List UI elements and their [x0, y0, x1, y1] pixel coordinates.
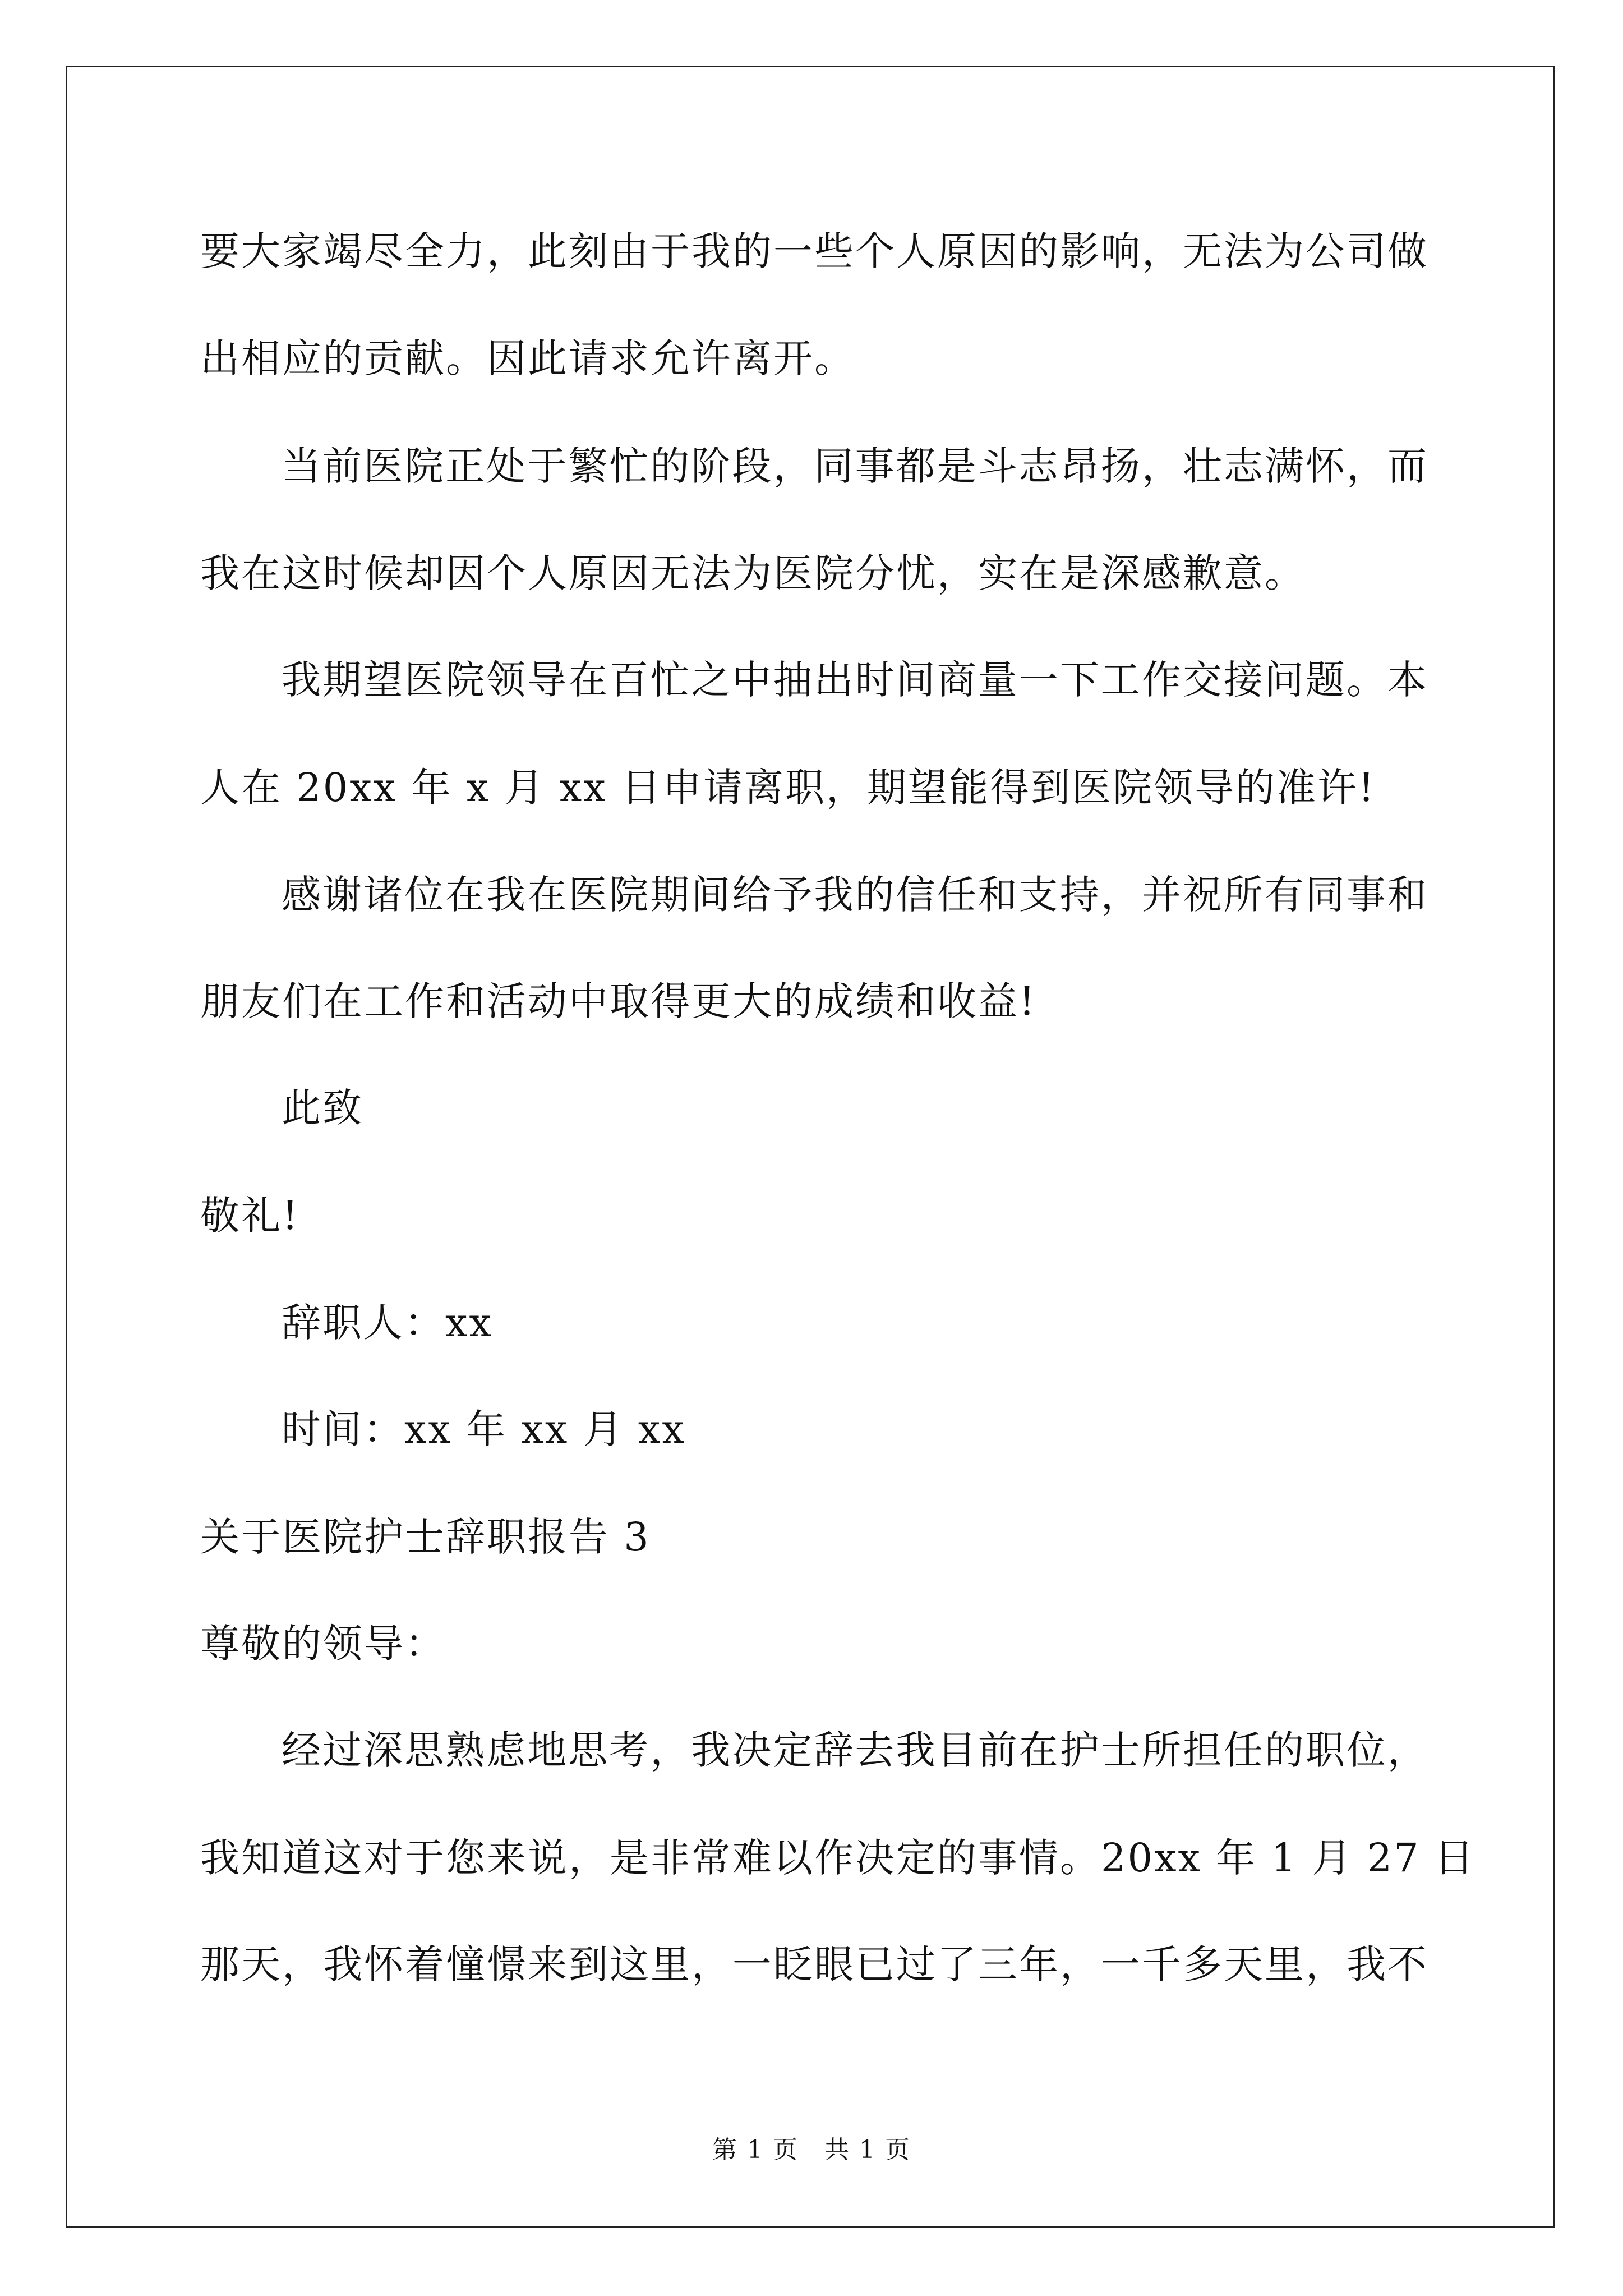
body-line-16: 我知道这对于您来说，是非常难以作决定的事情。20xx 年 1 月 27 日	[200, 1835, 1476, 1881]
closing-respect: 敬礼!	[200, 1193, 300, 1239]
body-line-6: 人在 20xx 年 x 月 xx 日申请离职，期望能得到医院领导的准许!	[200, 765, 1376, 811]
greeting: 尊敬的领导：	[200, 1621, 446, 1667]
page-number-footer: 第 1 页 共 1 页	[712, 2136, 911, 2164]
body-line-5: 我期望医院领导在百忙之中抽出时间商量一下工作交接问题。本	[282, 657, 1428, 703]
body-line-15: 经过深思熟虑地思考，我决定辞去我目前在护士所担任的职位，	[282, 1727, 1428, 1773]
body-line-3: 当前医院正处于繁忙的阶段，同事都是斗志昂扬，壮志满怀，而	[282, 443, 1428, 489]
body-line-7: 感谢诸位在我在医院期间给予我的信任和支持，并祝所有同事和	[282, 872, 1428, 918]
section-title: 关于医院护士辞职报告 3	[200, 1514, 651, 1560]
closing-salutation: 此致	[282, 1085, 363, 1131]
body-line-1: 要大家竭尽全力，此刻由于我的一些个人原因的影响，无法为公司做	[200, 228, 1428, 274]
resigner-name: 辞职人：xx	[282, 1300, 493, 1346]
page-border	[66, 66, 1555, 2228]
body-line-4: 我在这时候却因个人原因无法为医院分忧，实在是深感歉意。	[200, 550, 1306, 596]
body-line-8: 朋友们在工作和活动中取得更大的成绩和收益!	[200, 978, 1037, 1024]
body-line-2: 出相应的贡献。因此请求允许离开。	[200, 335, 855, 381]
body-line-17: 那天，我怀着憧憬来到这里，一眨眼已过了三年，一千多天里，我不	[200, 1941, 1428, 1987]
resignation-date: 时间：xx 年 xx 月 xx	[282, 1406, 686, 1452]
